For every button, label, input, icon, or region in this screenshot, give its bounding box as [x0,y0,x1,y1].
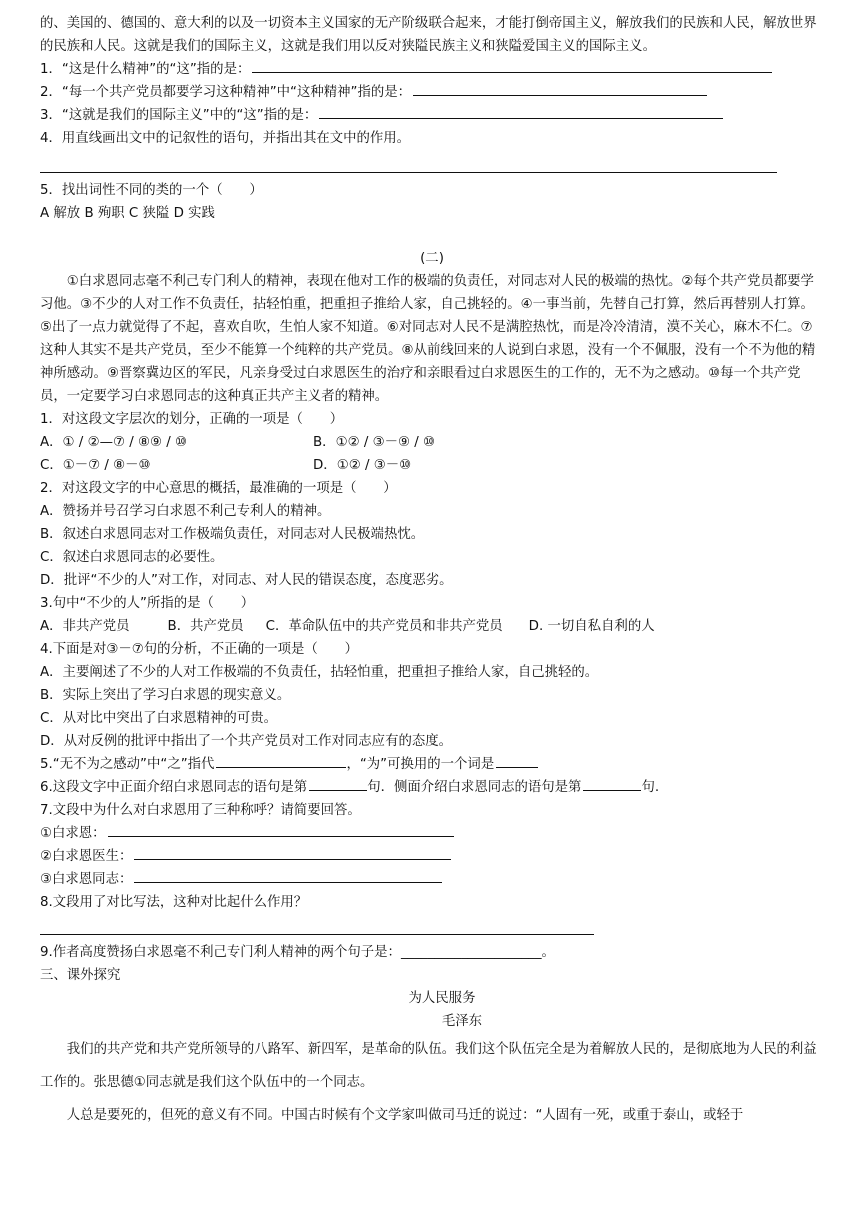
option-a[interactable]: A．非共产党员 [40,619,130,634]
article-title: 为人民服务 [408,991,476,1006]
question-text: ②白求恩医生： [40,849,133,864]
answer-line[interactable] [309,776,367,791]
s2-q3-options [40,615,824,638]
answer-line[interactable] [134,845,451,860]
intro-paragraph: 的、美国的、德国的、意大利的以及一切资本主义国家的无产阶级联合起来，才能打倒帝国主义，解放我们的民族和人民，解放世界的民族和人民。这就是我们的国际主义，这就是我们用以反对狭隘民族主义和狭隘爱国主义的国际主义。 [40,16,817,54]
answer-line[interactable] [413,81,707,96]
answer-line[interactable] [134,868,442,883]
question-text: ，“为”可换用的一个词是 [346,757,495,772]
option-b[interactable]: B．实际上突出了学习白求恩的现实意义。 [40,688,291,703]
s2-question-1: 1．对这段文字层次的划分，正确的一项是（ ） [40,412,344,427]
s2-question-7: 7.文段中为什么对白求恩用了三种称呼？请简要回答。 [40,803,361,818]
part1-question-5 [40,179,824,202]
part1-question-3 [40,104,824,127]
option-b[interactable]: B．①② / ③－⑨ / ⑩ [313,435,436,450]
part1-question-4 [40,127,824,150]
section2-heading: (二) [420,251,444,266]
question-text: 6.这段文字中正面介绍白求恩同志的语句是第 [40,780,308,795]
s2-q7-item-2 [40,845,824,868]
option-d[interactable]: D．批评“不少的人”对工作，对同志、对人民的错误态度，态度恶劣。 [40,573,453,588]
answer-line[interactable] [319,104,723,119]
question-text: 5．找出词性不同的类的一个（ ） [40,183,263,198]
answer-line[interactable] [40,920,594,935]
option-d[interactable]: D．①② / ③－⑩ [313,458,412,473]
question-text: 1．“这是什么精神”的“这”指的是： [40,62,251,77]
option-b[interactable]: B．叙述白求恩同志对工作极端负责任，对同志对人民极端热忱。 [40,527,425,542]
section2-passage: ①白求恩同志毫不利己专门利人的精神，表现在他对工作的极端的负责任，对同志对人民的极端的热忱。②每个共产党员都要学习他。③不少的人对工作不负责任，拈轻怕重，把重担子推给人家，自己挑轻的。④一事当前，先替自己打算，然后再替别人打算。⑤出了一点力就觉得了不起，喜欢自吹，生怕人家不知道。⑥对同志对人民不是满腔热忱，而是冷冷清清，漠不关心，麻木不仁。⑦这种人其实不是共产党员，至少不能算一个纯粹的共产党员。⑧从前线回来的人说到白求恩，没有一个不佩服，没有一个不为他的精神所感动。⑨晋察冀边区的军民，凡亲身受过白求恩医生的治疗和亲眼看过白求恩医生的工作的，无不为之感动。⑩每一个共产党员，一定要学习白求恩同志的这种真正共产主义者的精神。 [40,274,816,404]
option-d[interactable]: D．从对反例的批评中指出了一个共产党员对工作对同志应有的态度。 [40,734,453,749]
answer-line[interactable] [40,158,777,173]
s2-q1-options-row1 [40,431,824,454]
question-text: ①白求恩： [40,826,106,841]
article-paragraph-1: 我们的共产党和共产党所领导的八路军、新四军，是革命的队伍。我们这个队伍完全是为着解放人民的，是彻底地为人民的利益工作的。张思德①同志就是我们这个队伍中的一个同志。 [40,1042,817,1090]
question-text: 句. [641,780,660,795]
option-c[interactable]: C．从对比中突出了白求恩精神的可贵。 [40,711,277,726]
question-text: 3．“这就是我们的国际主义”中的“这”指的是： [40,108,318,123]
s2-question-2: 2．对这段文字的中心意思的概括，最准确的一项是（ ） [40,481,397,496]
s2-question-3: 3.句中“不少的人”所指的是（ ） [40,596,255,611]
question-text: 。 [541,945,555,960]
s2-question-8: 8.文段用了对比写法，这种对比起什么作用？ [40,895,308,910]
option-a[interactable]: A．主要阐述了不少的人对工作极端的不负责任，拈轻怕重，把重担子推给人家，自己挑轻的。 [40,665,599,680]
option-c[interactable]: C．①－⑦ / ⑧－⑩ [40,458,151,473]
part1-question-5-options: A 解放 B 殉职 C 狭隘 D 实践 [40,206,215,221]
question-text: 句．侧面介绍白求恩同志的语句是第 [367,780,582,795]
section3-heading: 三、课外探究 [40,968,121,983]
s2-question-6 [40,776,824,799]
option-c[interactable]: C．革命队伍中的共产党员和非共产党员 [265,619,503,634]
s2-q7-item-3 [40,868,824,891]
part1-question-1 [40,58,824,81]
s2-q7-item-1 [40,822,824,845]
option-d[interactable]: D. 一切自私自利的人 [528,619,655,634]
option-c[interactable]: C．叙述白求恩同志的必要性。 [40,550,224,565]
answer-line[interactable] [252,58,772,73]
part1-question-2 [40,81,824,104]
option-a[interactable]: A．① / ②—⑦ / ⑧⑨ / ⑩ [40,435,188,450]
option-b[interactable]: B．共产党员 [167,619,244,634]
s2-question-9 [40,941,824,964]
question-text: 4．用直线画出文中的记叙性的语句，并指出其在文中的作用。 [40,131,411,146]
article-paragraph-2: 人总是要死的，但死的意义有不同。中国古时候有个文学家叫做司马迁的说过：“人固有一死，或重于泰山，或轻于 [66,1108,744,1123]
article-author: 毛泽东 [441,1014,483,1029]
question-text: 5.“无不为之感动”中“之”指代 [40,757,215,772]
question-text: ③白求恩同志： [40,872,133,887]
answer-line[interactable] [583,776,641,791]
question-text: 9.作者高度赞扬白求恩毫不利己专门利人精神的两个句子是： [40,945,401,960]
answer-blank[interactable]: _____________________ [400,945,542,960]
answer-line[interactable] [496,753,538,768]
answer-line[interactable] [108,822,454,837]
answer-line[interactable] [216,753,346,768]
s2-q1-options-row2 [40,454,824,477]
worksheet-page [40,12,824,1132]
s2-question-4: 4.下面是对③－⑦句的分析，不正确的一项是（ ） [40,642,358,657]
option-a[interactable]: A．赞扬并号召学习白求恩不利己专利人的精神。 [40,504,331,519]
s2-question-5 [40,753,824,776]
question-text: 2．“每一个共产党员都要学习这种精神”中“这种精神”指的是： [40,85,412,100]
